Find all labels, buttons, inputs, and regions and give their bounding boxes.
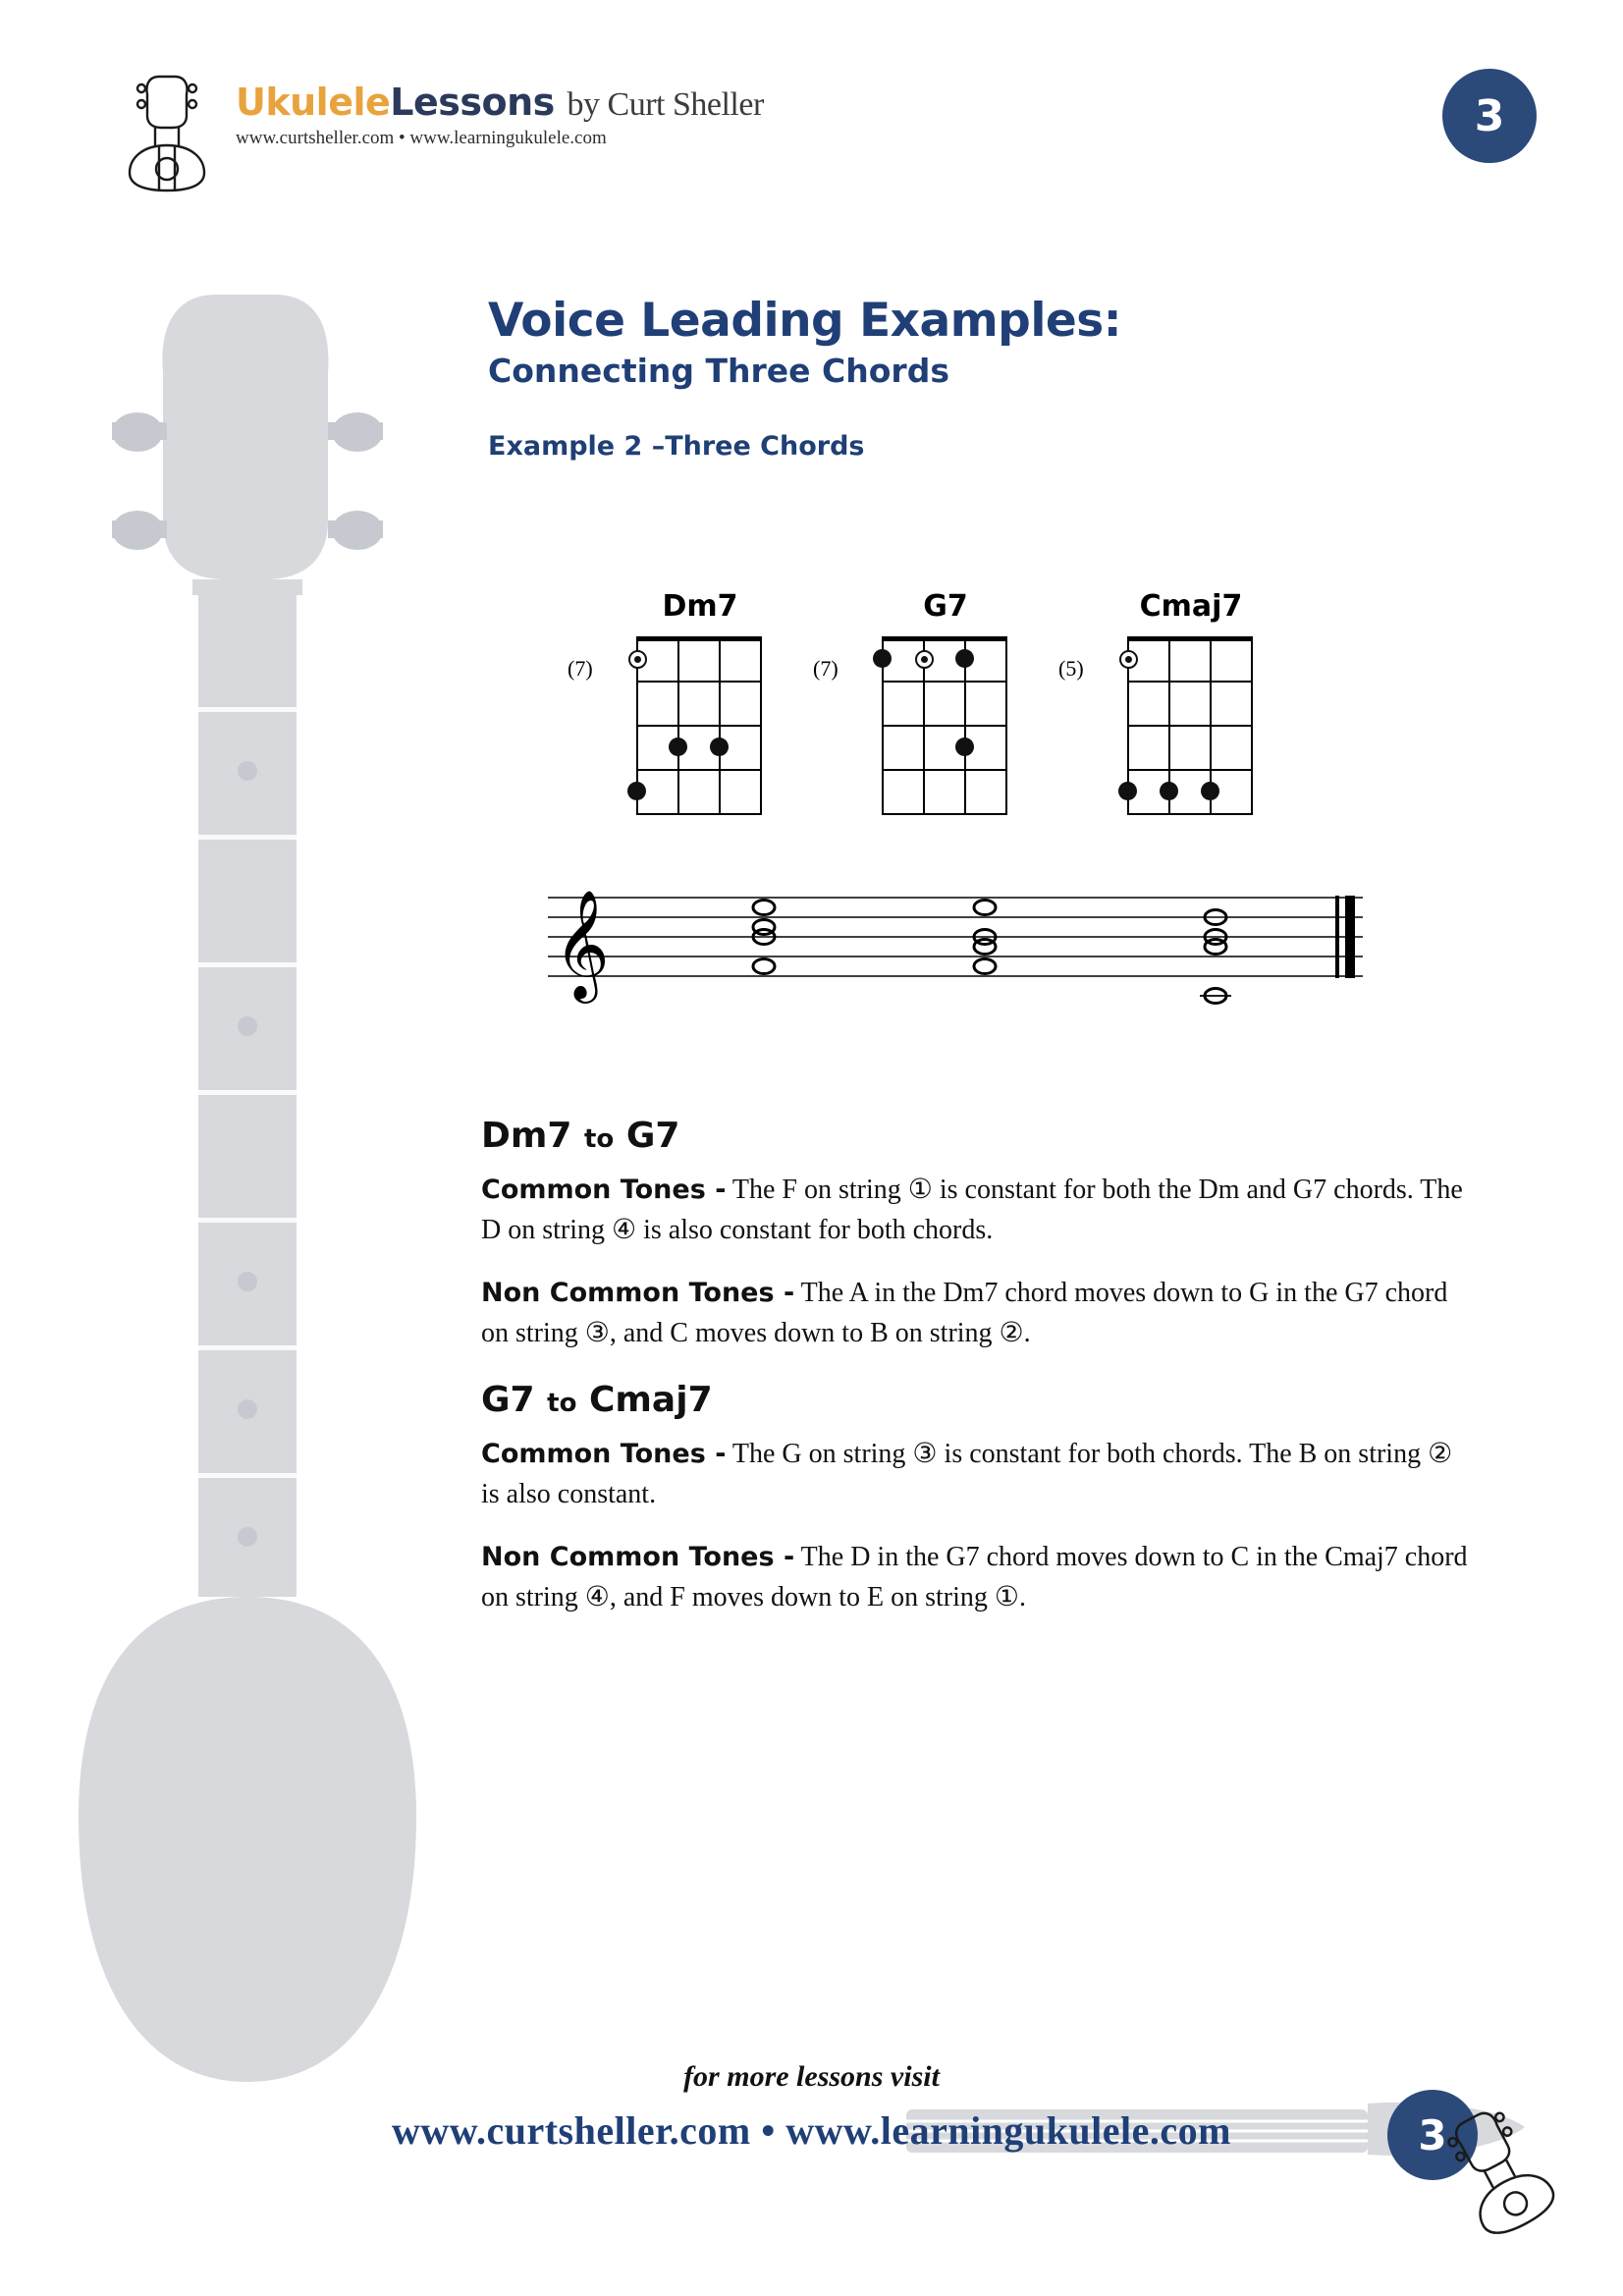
chord-grid bbox=[882, 636, 1005, 815]
section-heading-dm7-g7 bbox=[481, 1116, 1473, 1156]
paragraph-non-common-tones-2 bbox=[481, 1537, 1473, 1618]
chord-grid bbox=[1127, 636, 1251, 815]
footer-tagline: for more lessons visit bbox=[683, 2060, 940, 2093]
brand-websites: www.curtsheller.com • www.learningukulele.com bbox=[236, 128, 607, 148]
chord-name: G7 bbox=[923, 589, 968, 624]
footer-urls[interactable]: www.curtsheller.com • www.learningukulele.com bbox=[392, 2108, 1231, 2153]
chord-diagram-cmaj7 bbox=[1058, 589, 1296, 681]
paragraph-label: Common Tones - bbox=[481, 1175, 727, 1205]
paragraph-label: Non Common Tones - bbox=[481, 1541, 795, 1572]
brand-author: by Curt Sheller bbox=[567, 86, 764, 123]
chord-name: Dm7 bbox=[662, 589, 738, 624]
chord-dot-open bbox=[1119, 650, 1138, 669]
paragraph-text: The A in the Dm7 chord moves down to G in the G7 chord on string ③, and C moves down to B on string ②. bbox=[481, 1277, 1448, 1349]
brand-ukulele-text: Ukulele bbox=[236, 81, 391, 124]
page-subtitle: Connecting Three Chords bbox=[488, 352, 949, 391]
footer-page-number-badge: 3 bbox=[1387, 2090, 1478, 2180]
chord-grid bbox=[636, 636, 760, 815]
chord-diagram-g7 bbox=[813, 589, 1051, 681]
paragraph-text: The D in the G7 chord moves down to C in the Cmaj7 chord on string ④, and F moves down to E on string ①. bbox=[481, 1541, 1468, 1613]
chord-dot bbox=[627, 782, 646, 800]
section-chord-to: Cmaj7 bbox=[589, 1379, 713, 1420]
section-heading-g7-cmaj7 bbox=[481, 1380, 1473, 1420]
brand-block bbox=[236, 81, 764, 149]
chord-dot bbox=[873, 649, 892, 668]
paragraph-text: The G on string ③ is constant for both chords. The B on string ② is also constant. bbox=[481, 1438, 1453, 1510]
section-chord-to: G7 bbox=[625, 1116, 680, 1156]
ukulele-icon bbox=[116, 71, 224, 193]
music-notation-staff bbox=[538, 874, 1373, 1031]
page-number-badge: 3 bbox=[1442, 69, 1537, 163]
paragraph-non-common-tones-1 bbox=[481, 1273, 1473, 1354]
chord-dot bbox=[955, 649, 974, 668]
paragraph-text: The F on string ① is constant for both the Dm and G7 chords. The D on string ④ is also constant for both chords. bbox=[481, 1175, 1463, 1246]
section-connector: to bbox=[547, 1388, 577, 1418]
brand-lessons-text: Lessons bbox=[390, 81, 555, 124]
chord-dot bbox=[669, 738, 687, 756]
page-title: Voice Leading Examples: bbox=[488, 294, 1122, 348]
chord-diagram-dm7 bbox=[568, 589, 805, 681]
paragraph-common-tones-2 bbox=[481, 1434, 1473, 1515]
section-chord-from: Dm7 bbox=[481, 1116, 572, 1156]
chord-fret-position: (5) bbox=[1058, 656, 1084, 681]
paragraph-label: Common Tones - bbox=[481, 1438, 727, 1469]
section-chord-from: G7 bbox=[481, 1379, 535, 1420]
brand-title bbox=[236, 81, 764, 124]
section-connector: to bbox=[584, 1124, 615, 1154]
page-header bbox=[0, 59, 1623, 216]
chord-dot bbox=[710, 738, 729, 756]
chord-diagram-group bbox=[568, 589, 1316, 874]
page-footer bbox=[0, 2050, 1623, 2227]
paragraph-label: Non Common Tones - bbox=[481, 1277, 795, 1308]
chord-name: Cmaj7 bbox=[1139, 589, 1243, 624]
chord-dot bbox=[1118, 782, 1137, 800]
treble-clef-icon: 𝄞 bbox=[554, 889, 610, 999]
lesson-content bbox=[481, 1090, 1473, 1640]
chord-dot-open bbox=[628, 650, 647, 669]
chord-dot bbox=[955, 738, 974, 756]
example-heading: Example 2 –Three Chords bbox=[488, 431, 865, 463]
chord-fret-position: (7) bbox=[568, 656, 593, 681]
chord-fret-position: (7) bbox=[813, 656, 839, 681]
chord-dot-open bbox=[915, 650, 934, 669]
title-block bbox=[488, 295, 1470, 462]
paragraph-common-tones-1 bbox=[481, 1170, 1473, 1251]
ukulele-watermark-graphic bbox=[69, 285, 481, 2249]
chord-dot bbox=[1160, 782, 1178, 800]
chord-dot bbox=[1201, 782, 1219, 800]
